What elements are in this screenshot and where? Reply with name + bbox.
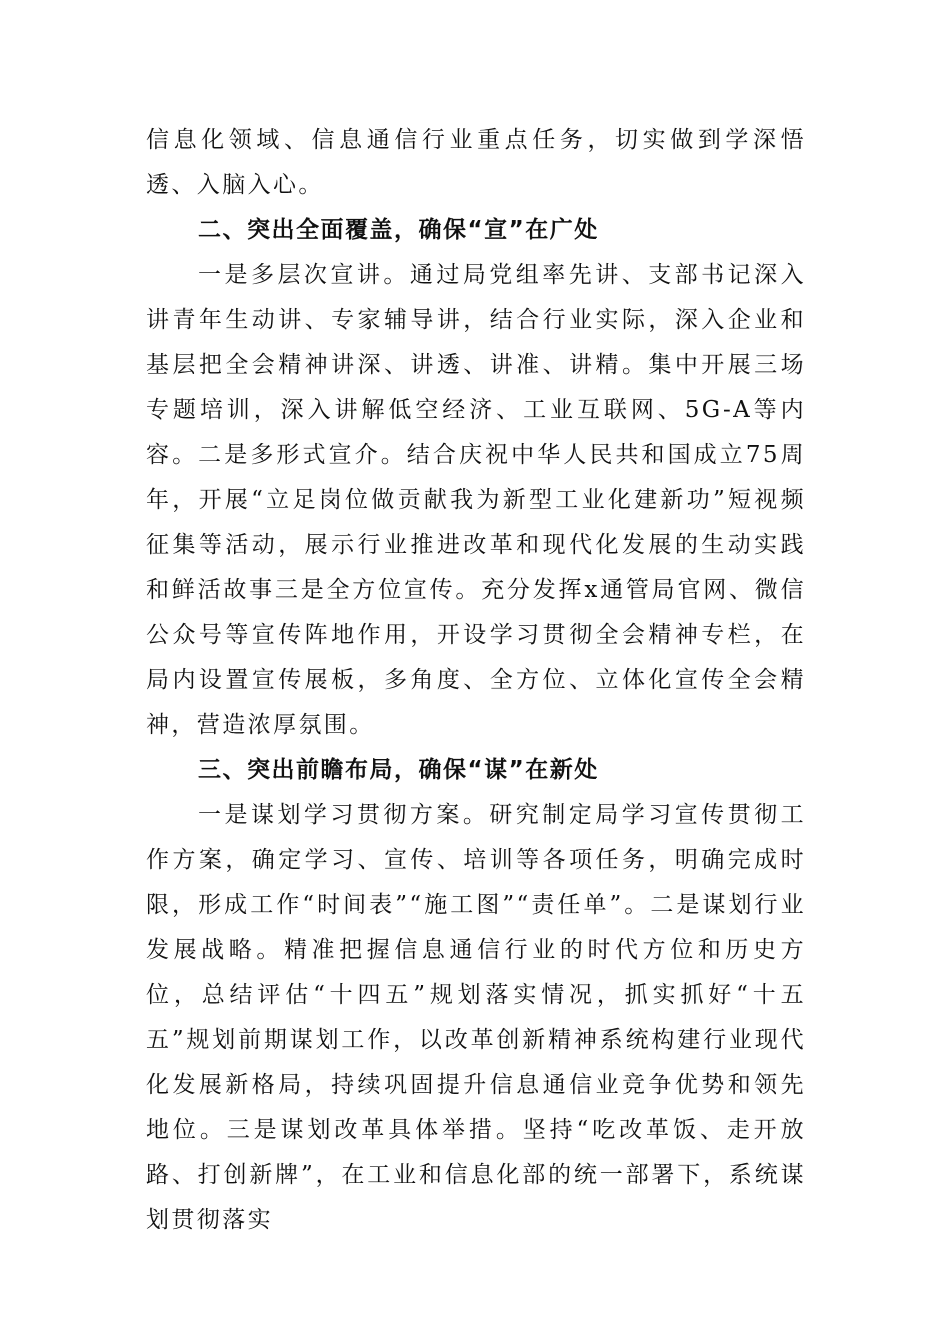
paragraph-section-two: 一是多层次宣讲。通过局党组率先讲、支部书记深入讲青年生动讲、专家辅导讲，结合行业实际，深入企业和基层把全会精神讲深、讲透、讲准、讲精。集中开展三场专题培训，深入讲解低空经济、工业互联网、5G-A等内容。二是多形式宣介。结合庆祝中华人民共和国成立75周年，开展“立足岗位做贡献我为新型工业化建新功”短视频征集等活动，展示行业推进改革和现代化发展的生动实践和鲜活故事三是全方位宣传。充分发挥x通管局官网、微信公众号等宣传阵地作用，开设学习贯彻全会精神专栏，在局内设置宣传展板，多角度、全方位、立体化宣传全会精神，营造浓厚氛围。 <box>146 262 806 738</box>
paragraph-section-three: 一是谋划学习贯彻方案。研究制定局学习宣传贯彻工作方案，确定学习、宣传、培训等各项任务，明确完成时限，形成工作“时间表”“施工图”“责任单”。二是谋划行业发展战略。精准把握信息通信行业的时代方位和历史方位，总结评估“十四五”规划落实情况，抓实抓好“十五五”规划前期谋划工作，以改革创新精神系统构建行业现代化发展新格局，持续巩固提升信息通信业竞争优势和领先地位。三是谋划改革具体举措。坚持“吃改革饭、走开放路、打创新牌”，在工业和信息化部的统一部署下，系统谋划贯彻落实 <box>146 802 806 1233</box>
document-body <box>146 118 806 1243</box>
section-heading-two: 二、突出全面覆盖，确保“宣”在广处 <box>198 217 599 243</box>
section-heading-three: 三、突出前瞻布局，确保“谋”在新处 <box>198 757 599 783</box>
paragraph-continuation: 信息化领域、信息通信行业重点任务，切实做到学深悟透、入脑入心。 <box>146 127 806 198</box>
